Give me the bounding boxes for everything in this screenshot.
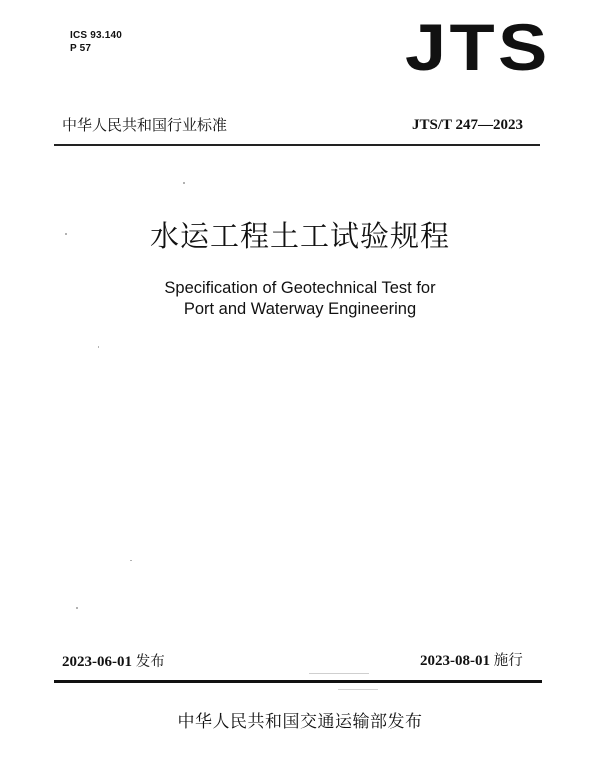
- classification-codes: [70, 29, 122, 55]
- ics-code: ICS 93.140: [70, 30, 123, 41]
- english-title-line-1: Specification of Geotechnical Test for: [164, 279, 436, 297]
- standard-type-label: 中华人民共和国行业标准: [62, 116, 228, 134]
- scan-speck: [338, 689, 378, 690]
- scan-speck: [183, 182, 185, 184]
- ccs-code: P 57: [70, 43, 92, 54]
- issuing-authority: 中华人民共和国交通运输部发布: [177, 712, 423, 732]
- english-title: [0, 278, 600, 320]
- jts-logo: JTS: [405, 10, 551, 84]
- publish-label: 发布: [135, 654, 165, 670]
- scan-speck: [76, 607, 78, 609]
- scan-speck: [65, 233, 67, 235]
- effective-label: 施行: [493, 653, 523, 669]
- effective-date-line: [420, 651, 523, 671]
- chinese-title: 水运工程土工试验规程: [149, 219, 450, 253]
- scan-speck: [98, 346, 99, 348]
- effective-date: 2023-08-01: [420, 653, 490, 669]
- standard-number: JTS/T 247—2023: [412, 117, 523, 133]
- footer-divider: [54, 680, 542, 683]
- publish-date: 2023-06-01: [62, 654, 132, 670]
- english-title-line-2: Port and Waterway Engineering: [183, 300, 417, 318]
- scan-speck: [130, 560, 132, 561]
- publish-date-line: [62, 652, 165, 672]
- scan-speck: [309, 673, 369, 674]
- header-divider: [54, 144, 540, 146]
